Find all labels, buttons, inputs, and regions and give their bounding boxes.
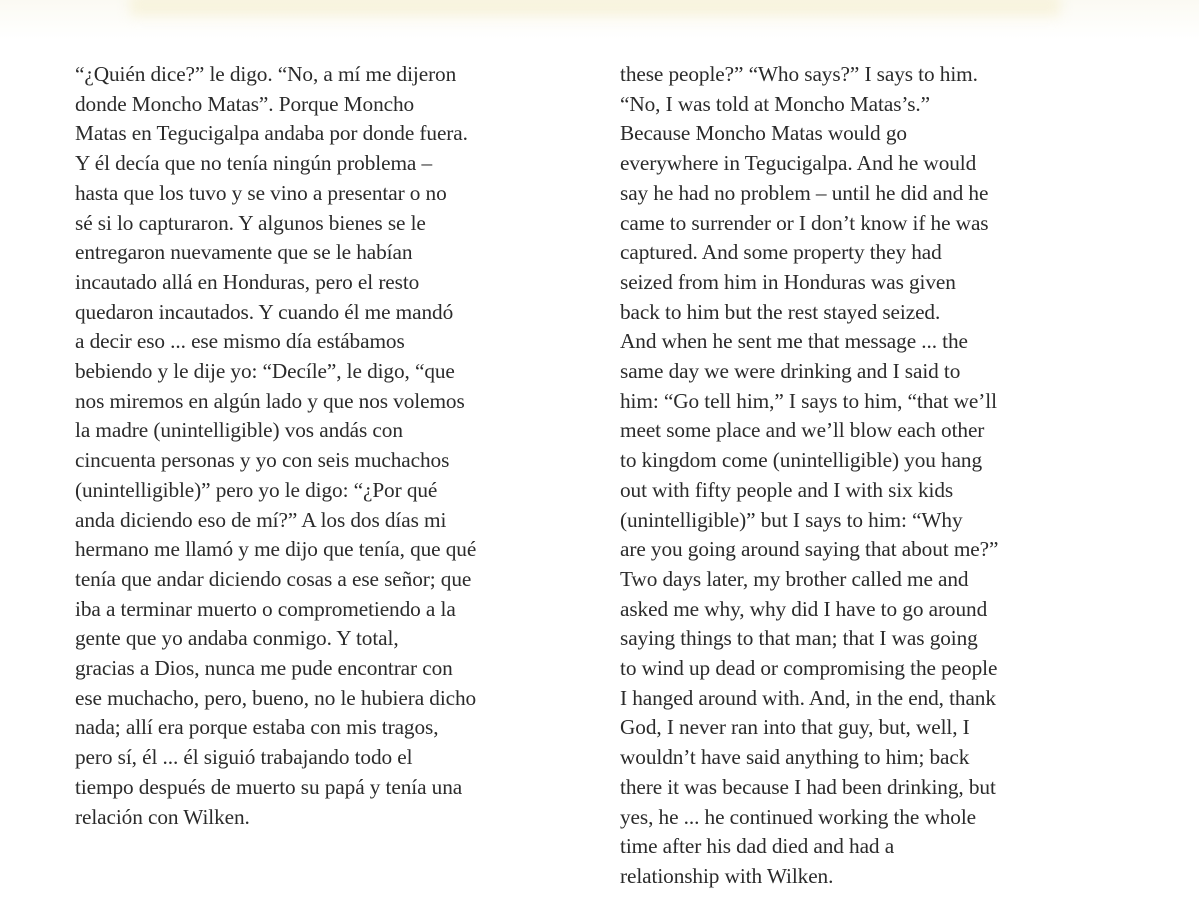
english-line: saying things to that man; that I was going xyxy=(620,626,978,651)
spanish-line: Matas en Tegucigalpa andaba por donde fuera. xyxy=(75,121,468,146)
english-line: Because Moncho Matas would go xyxy=(620,121,907,146)
english-line: say he had no problem – until he did and he xyxy=(620,180,989,205)
english-line: same day we were drinking and I said to xyxy=(620,359,961,384)
spanish-line: iba a terminar muerto o comprometiendo a la xyxy=(75,596,456,621)
english-line: wouldn’t have said anything to him; back xyxy=(620,745,970,770)
english-line: captured. And some property they had xyxy=(620,240,942,265)
english-line: to kingdom come (unintelligible) you hang xyxy=(620,448,983,473)
spanish-line: cincuenta personas y yo con seis muchachos xyxy=(75,448,450,473)
english-line: relationship with Wilken. xyxy=(620,863,834,888)
english-line: everywhere in Tegucigalpa. And he would xyxy=(620,151,977,176)
spanish-line: pero sí, él ... él siguió trabajando todo el xyxy=(75,745,413,770)
english-line: these people?” “Who says?” I says to him. xyxy=(620,62,978,86)
spanish-line: relación con Wilken. xyxy=(75,804,250,829)
english-line: And when he sent me that message ... the xyxy=(620,329,968,354)
spanish-line: nada; allí era porque estaba con mis tragos, xyxy=(75,715,439,740)
english-line: back to him but the rest stayed seized. xyxy=(620,299,941,324)
spanish-line: gente que yo andaba conmigo. Y total, xyxy=(75,626,399,651)
spanish-line: quedaron incautados. Y cuando él me mandó xyxy=(75,299,454,324)
spanish-line: entregaron nuevamente que se le habían xyxy=(75,240,413,265)
english-line: I hanged around with. And, in the end, thank xyxy=(620,685,996,710)
spanish-line: donde Moncho Matas”. Porque Moncho xyxy=(75,91,415,116)
spanish-transcript-column xyxy=(75,60,585,832)
spanish-line: Y él decía que no tenía ningún problema – xyxy=(75,151,433,176)
english-translation-column xyxy=(620,60,1100,892)
spanish-line: “¿Quién dice?” le digo. “No, a mí me dijeron xyxy=(75,62,457,86)
spanish-line: nos miremos en algún lado y que nos volemos xyxy=(75,388,465,413)
english-line: out with fifty people and I with six kids xyxy=(620,477,954,502)
english-line: God, I never ran into that guy, but, well, I xyxy=(620,715,970,740)
spanish-line: sé si lo capturaron. Y algunos bienes se le xyxy=(75,210,426,235)
english-line: there it was because I had been drinking, but xyxy=(620,774,996,799)
english-line: are you going around saying that about me?” xyxy=(620,537,999,562)
english-line: time after his dad died and had a xyxy=(620,834,895,859)
spanish-line: tiempo después de muerto su papá y tenía una xyxy=(75,774,463,799)
english-line: (unintelligible)” but I says to him: “Why xyxy=(620,507,963,532)
spanish-line: a decir eso ... ese mismo día estábamos xyxy=(75,329,405,354)
english-line: asked me why, why did I have to go around xyxy=(620,596,988,621)
english-line: seized from him in Honduras was given xyxy=(620,269,956,294)
spanish-line: ese muchacho, pero, bueno, no le hubiera dicho xyxy=(75,685,477,710)
spanish-line: anda diciendo eso de mí?” A los dos días mi xyxy=(75,507,447,532)
spanish-line: gracias a Dios, nunca me pude encontrar con xyxy=(75,656,453,681)
spanish-line: incautado allá en Honduras, pero el resto xyxy=(75,269,420,294)
english-line: came to surrender or I don’t know if he was xyxy=(620,210,989,235)
english-line: to wind up dead or compromising the people xyxy=(620,656,998,681)
spanish-line: tenía que andar diciendo cosas a ese señor; que xyxy=(75,566,472,591)
english-line: “No, I was told at Moncho Matas’s.” xyxy=(620,91,930,116)
spanish-line: bebiendo y le dije yo: “Decíle”, le digo, “que xyxy=(75,359,455,384)
spanish-line: hasta que los tuvo y se vino a presentar o no xyxy=(75,180,447,205)
english-line: him: “Go tell him,” I says to him, “that we’ll xyxy=(620,388,997,413)
english-line: yes, he ... he continued working the whole xyxy=(620,804,976,829)
spanish-line: hermano me llamó y me dijo que tenía, que qué xyxy=(75,537,477,562)
english-line: Two days later, my brother called me and xyxy=(620,566,969,591)
spanish-line: la madre (unintelligible) vos andás con xyxy=(75,418,403,443)
spanish-line: (unintelligible)” pero yo le digo: “¿Por qué xyxy=(75,477,438,502)
cut-off-header-band xyxy=(130,0,1060,16)
english-line: meet some place and we’ll blow each other xyxy=(620,418,985,443)
